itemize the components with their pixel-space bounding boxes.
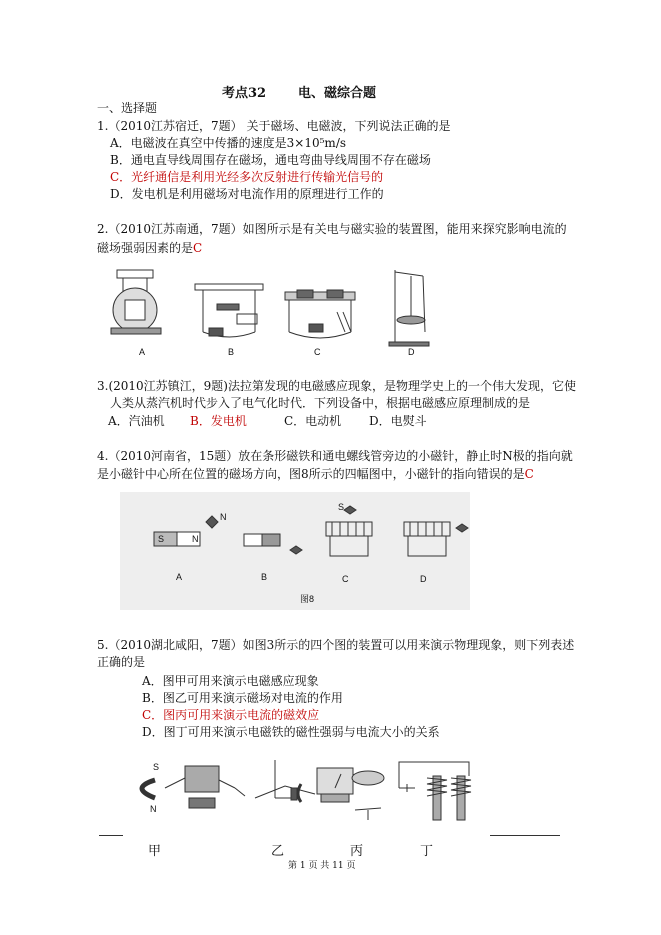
q2-label-a: A [139, 347, 146, 357]
q2-stem-line1: 2.（2010江苏南通，7题）如图所示是有关电与磁实验的装置图，能用来探究影响电流的 [97, 222, 567, 236]
q2-stem-line2: 磁场强弱因素的是 [97, 241, 194, 255]
q5-apparatus-figure [125, 758, 510, 830]
q4-needle-n-label: N [220, 512, 227, 522]
q4-needle-s-label: S [338, 502, 345, 512]
q1-stem: 1.（2010江苏宿迁，7题） 关于磁场、电磁波，下列说法正确的是 [97, 119, 451, 133]
q5-label-yi: 乙 [271, 844, 285, 859]
q4-stem-line2-wrap [97, 465, 534, 482]
q4-figure-caption: 图8 [300, 594, 315, 604]
q3-option-b: B．发电机 [190, 414, 247, 428]
q2-label-b: B [228, 347, 235, 357]
q1-option-d: D．发电机是利用磁场对电流作用的原理进行工作的 [110, 187, 384, 201]
section-heading: 一、选择题 [97, 101, 158, 115]
q1-option-c: C．光纤通信是利用光经多次反射进行传输光信号的 [110, 170, 384, 184]
q4-label-b: B [261, 572, 268, 582]
q4-stem-line1: 4.（2010河南省，15题）放在条形磁铁和通电螺线管旁边的小磁针，静止时N极的指向就 [97, 449, 573, 463]
q2-answer: C [193, 241, 203, 255]
title-number: 考点32 [222, 86, 267, 101]
q5-left-rule [99, 835, 123, 836]
q5-label-jia: 甲 [148, 844, 162, 859]
q5-option-a: A．图甲可用来演示电磁感应现象 [142, 674, 319, 688]
q2-label-d: D [408, 347, 415, 357]
q5-option-b: B．图乙可用来演示磁场对电流的作用 [142, 691, 343, 705]
q3-stem-line2: 人类从蒸汽机时代步入了电气化时代．下列设备中，根据电磁感应原理制成的是 [110, 396, 531, 410]
q5-right-rule [490, 835, 560, 836]
q5-stem-line2: 正确的是 [97, 655, 146, 669]
q1-option-b: B．通电直导线周围存在磁场，通电弯曲导线周围不存在磁场 [110, 153, 431, 167]
page-footer: 第 1 页 共 11 页 [288, 861, 356, 871]
q5-stem-line1: 5.（2010湖北咸阳，7题）如图3所示的四个图的装置可以用来演示物理现象，则下列表述 [97, 638, 575, 652]
page-title: 电、磁综合题 [298, 86, 377, 101]
q3-option-a: A．汽油机 [108, 414, 165, 428]
q4-label-d: D [420, 574, 427, 584]
q5-label-ding: 丁 [420, 844, 434, 859]
q5-magnet-n-label: N [150, 804, 157, 814]
q4-stem-line2: 是小磁针中心所在位置的磁场方向，图8所示的四幅图中，小磁针的指向错误的是 [97, 467, 525, 481]
q5-option-d: D．图丁可用来演示电磁铁的磁性强弱与电流大小的关系 [142, 725, 440, 739]
q4-magnet-n-label: N [192, 534, 199, 544]
q2-apparatus-figure [105, 262, 440, 357]
q3-stem-line1: 3.(2010江苏镇江，9题)法拉第发现的电磁感应现象，是物理学史上的一个伟大发现，它使 [97, 379, 576, 393]
q4-answer: C [524, 467, 534, 481]
q4-label-c: C [342, 574, 349, 584]
q5-magnet-s-label: S [153, 762, 160, 772]
q1-option-a: A．电磁波在真空中传播的速度是3×10⁵m/s [110, 136, 347, 150]
q2-stem-line2-wrap [97, 239, 202, 256]
q4-magnet-s-label: S [158, 534, 165, 544]
q4-label-a: A [176, 572, 183, 582]
q5-label-bing: 丙 [350, 844, 364, 859]
q5-option-c: C．图丙可用来演示电流的磁效应 [142, 708, 320, 722]
q3-option-d: D．电熨斗 [369, 414, 427, 428]
q2-label-c: C [314, 347, 321, 357]
q4-figure-photo [120, 492, 470, 610]
q3-option-c: C．电动机 [284, 414, 342, 428]
